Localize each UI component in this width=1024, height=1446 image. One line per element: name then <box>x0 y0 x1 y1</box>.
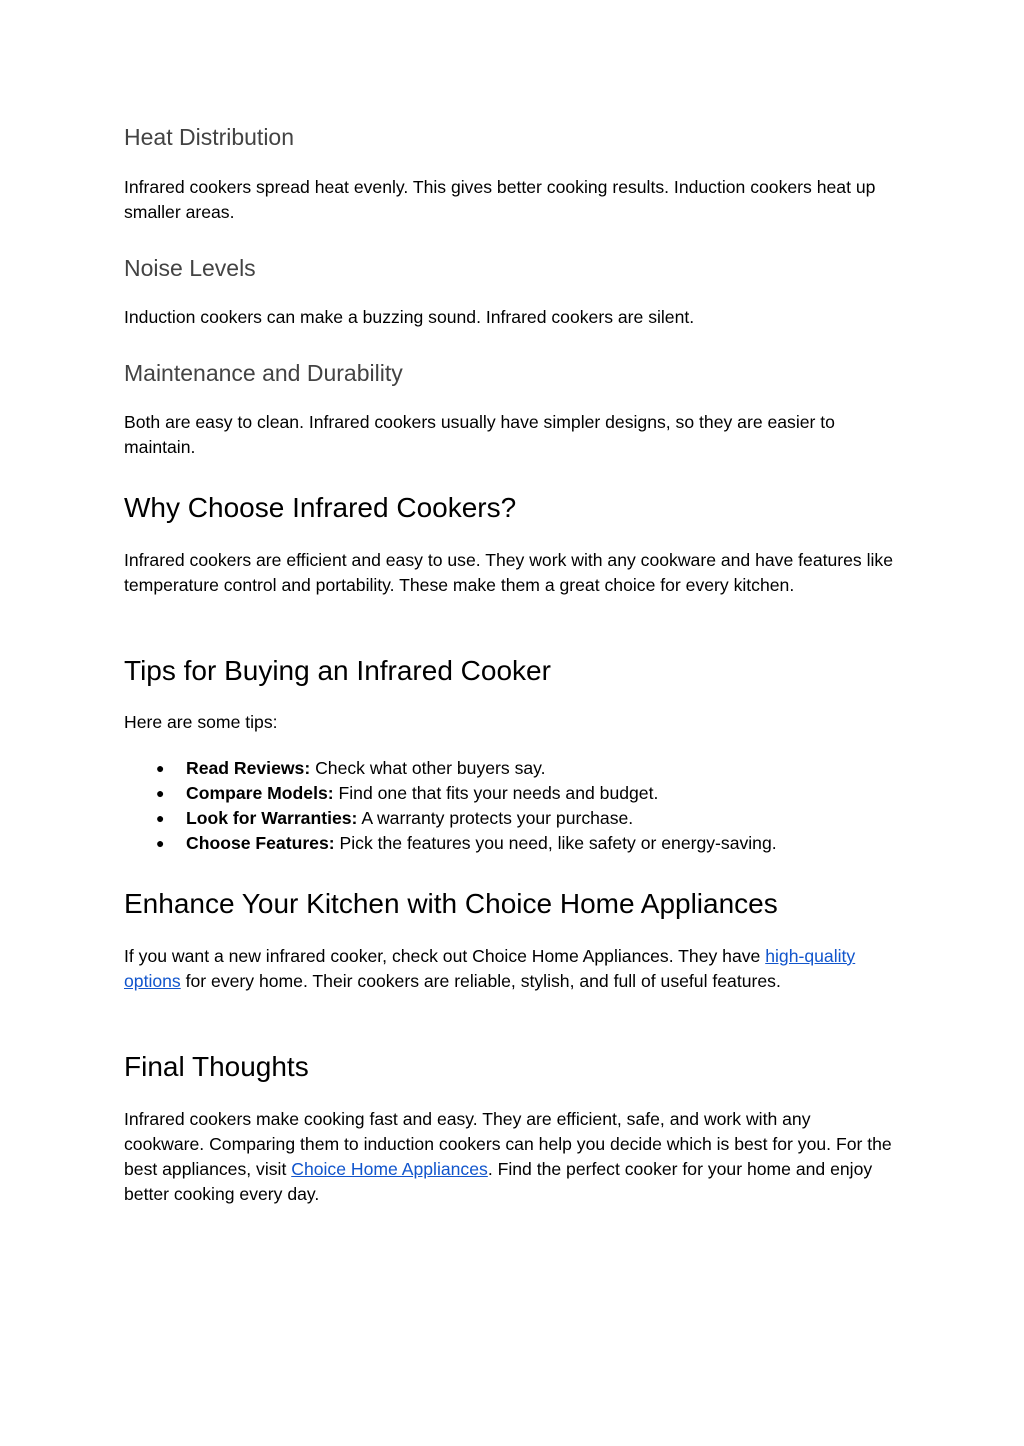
heading-why-choose: Why Choose Infrared Cookers? <box>124 492 517 523</box>
tip-label: Compare Models: <box>186 783 334 803</box>
paragraph-noise-levels: Induction cookers can make a buzzing sound. Infrared cookers are silent. <box>124 307 695 327</box>
paragraph-maintenance: Both are easy to clean. Infrared cookers usually have simpler designs, so they are easier to maintain. <box>124 412 835 457</box>
bullet-icon: ● <box>156 810 165 826</box>
tip-label: Look for Warranties: <box>186 808 358 828</box>
paragraph-tips-intro: Here are some tips: <box>124 712 278 732</box>
heading-maintenance: Maintenance and Durability <box>124 360 403 386</box>
paragraph-heat-distribution: Infrared cookers spread heat evenly. This gives better cooking results. Induction cookers heat up smaller areas. <box>124 177 876 222</box>
list-item <box>124 756 894 781</box>
paragraph-why-choose: Infrared cookers are efficient and easy to use. They work with any cookware and have features like temperature control and portability. These make them a great choice for every kitchen. <box>124 550 894 595</box>
tip-label: Read Reviews: <box>186 758 311 778</box>
list-item <box>124 781 894 806</box>
high-quality-options-link[interactable]: high-quality options <box>124 946 856 991</box>
tips-list <box>124 756 894 856</box>
tip-text: Find one that fits your needs and budget. <box>333 783 659 803</box>
list-item <box>124 831 894 856</box>
final-text-before: Infrared cookers make cooking fast and easy. They are efficient, safe, and work with any cookware. Comparing them to induction cookers can help you decide which is best for you. For the best appliances, visit <box>124 1109 892 1179</box>
enhance-text-after: for every home. Their cookers are reliable, stylish, and full of useful features. <box>180 971 781 991</box>
tip-text: Check what other buyers say. <box>310 758 546 778</box>
heading-final-thoughts: Final Thoughts <box>124 1051 309 1082</box>
tip-text: Pick the features you need, like safety or energy-saving. <box>334 833 777 853</box>
tip-label: Choose Features: <box>186 833 335 853</box>
bullet-icon: ● <box>156 785 165 801</box>
paragraph-final-thoughts <box>124 1107 894 1207</box>
bullet-icon: ● <box>156 760 165 776</box>
heading-enhance-kitchen: Enhance Your Kitchen with Choice Home Appliances <box>124 888 778 919</box>
bullet-icon: ● <box>156 835 165 851</box>
heading-heat-distribution: Heat Distribution <box>124 124 295 150</box>
tip-text: A warranty protects your purchase. <box>357 808 634 828</box>
heading-noise-levels: Noise Levels <box>124 255 256 281</box>
heading-tips: Tips for Buying an Infrared Cooker <box>124 655 551 686</box>
choice-home-appliances-link[interactable]: Choice Home Appliances <box>291 1159 488 1179</box>
final-text-after: . Find the perfect cooker for your home and enjoy better cooking every day. <box>124 1159 873 1204</box>
list-item <box>124 806 894 831</box>
paragraph-enhance-kitchen <box>124 944 894 994</box>
enhance-text-before: If you want a new infrared cooker, check out Choice Home Appliances. They have <box>124 946 766 966</box>
